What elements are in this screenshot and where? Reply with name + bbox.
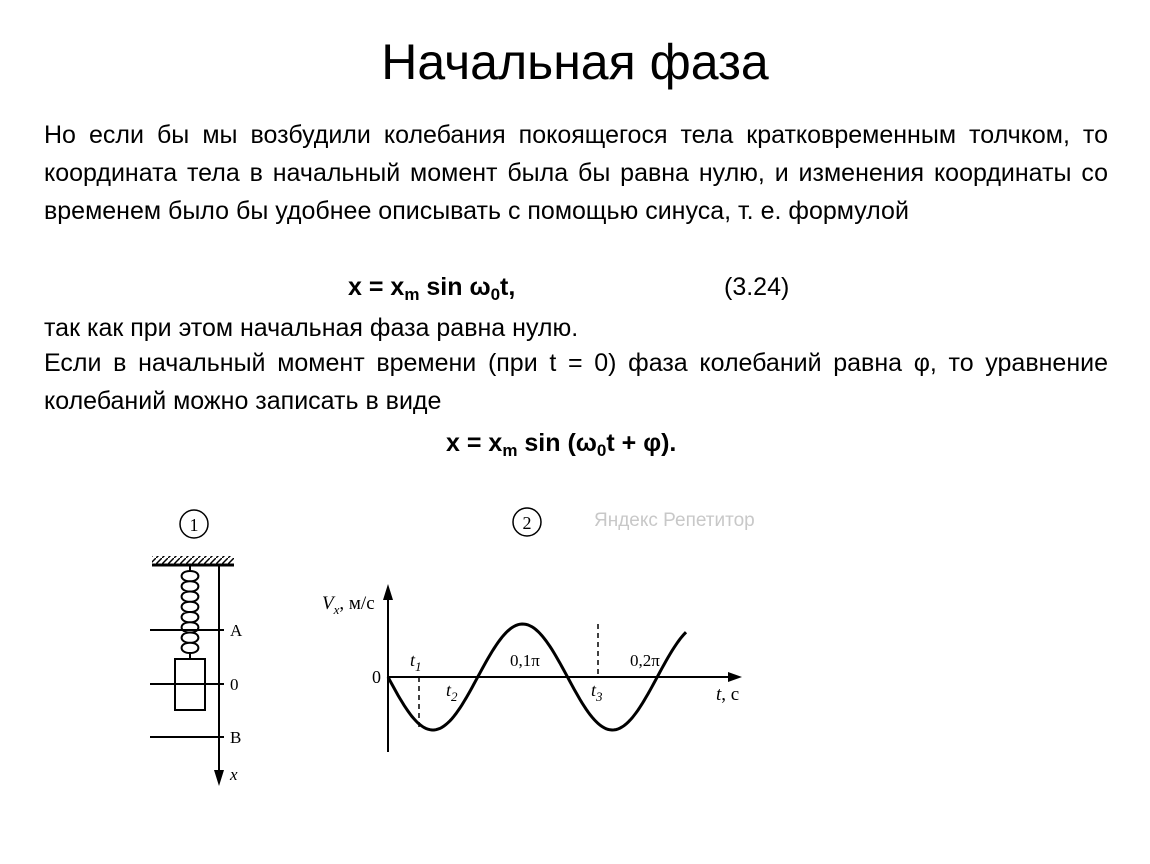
v-axis-label xyxy=(322,593,375,617)
formula-phase-mid: sin (ω xyxy=(517,429,597,457)
label-t1 xyxy=(410,650,422,674)
figure2-marker-label: 2 xyxy=(522,513,532,533)
v-axis-subscript: x xyxy=(333,602,340,617)
label-a: A xyxy=(230,621,243,640)
label-t2 xyxy=(446,680,458,704)
label-zero: 0 xyxy=(230,675,239,694)
equation-number: (3.24) xyxy=(724,273,790,301)
watermark: Яндекс Репетитор xyxy=(594,510,755,531)
label-t2-sub: 2 xyxy=(451,689,458,704)
origin-label: 0 xyxy=(372,667,381,687)
t-axis-symbol: t xyxy=(716,684,722,705)
v-axis-arrow xyxy=(383,584,393,600)
label-t2-main: t xyxy=(446,680,452,700)
label-t3-sub: 3 xyxy=(596,689,603,704)
formula-phase-sub-m: m xyxy=(502,441,518,460)
tick-0-2-pi: 0,2π xyxy=(630,651,660,670)
formula-sine-rhs: t, xyxy=(500,273,516,301)
t-axis-arrow xyxy=(728,672,742,682)
formula-sine-lhs: x = x xyxy=(348,273,405,301)
tick-0-1-pi: 0,1π xyxy=(510,651,540,670)
label-t3-main: t xyxy=(591,680,597,700)
formula-phase-sub-0: 0 xyxy=(596,441,607,460)
label-t1-sub: 1 xyxy=(415,659,422,674)
formula-phase-rhs: t + φ). xyxy=(606,429,677,457)
v-axis-symbol: V xyxy=(322,593,334,614)
formula-sine-sub-m: m xyxy=(404,285,420,304)
label-b: B xyxy=(230,728,242,747)
t-axis-unit: , с xyxy=(721,684,740,705)
paragraph-zero-phase: так как при этом начальная фаза равна нулю. xyxy=(44,314,579,342)
x-axis-arrow xyxy=(214,770,224,786)
formula-sine-sub-0: 0 xyxy=(490,285,501,304)
label-t3 xyxy=(591,680,603,704)
figure-velocity-graph xyxy=(322,508,755,752)
formula-sine-mid: sin ω xyxy=(419,273,491,301)
paragraph-intro: Но если бы мы возбудили колебания покоящегося тела кратковременным толчком, то координата тела в начальный момент была бы равна нулю, и изменения координаты со временем было бы удобнее описывать с помощью синуса, т. е. формулой xyxy=(44,121,1108,225)
paragraph-phase-phi: Если в начальный момент времени (при t = 0) фаза колебаний равна φ, то уравнение колебаний можно записать в виде xyxy=(44,349,1108,415)
label-t1-main: t xyxy=(410,650,416,670)
formula-phase-lhs: x = x xyxy=(446,429,503,457)
label-x-axis: x xyxy=(230,765,238,784)
t-axis-label xyxy=(716,684,739,705)
v-axis-unit: , м/с xyxy=(339,593,375,614)
spring xyxy=(182,565,199,659)
figure1-marker-label: 1 xyxy=(189,515,199,535)
figure-spring-pendulum xyxy=(150,510,243,786)
page-title: Начальная фаза xyxy=(381,34,769,90)
